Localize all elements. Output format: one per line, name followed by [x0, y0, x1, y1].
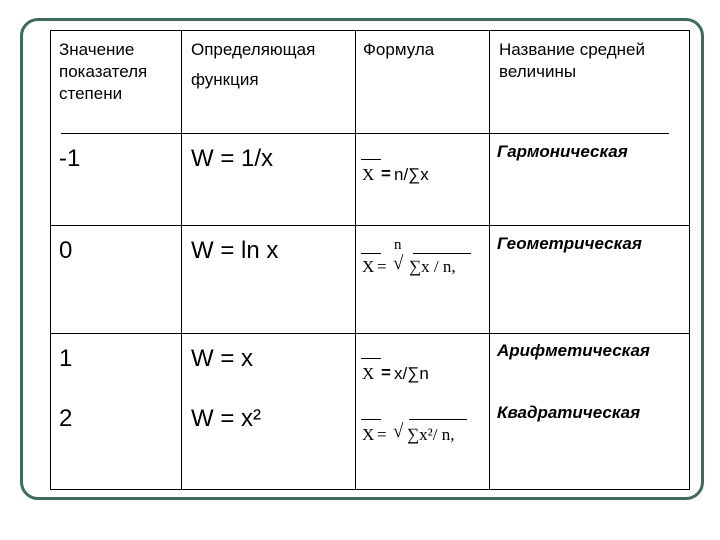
function-value: W = x² — [191, 405, 261, 432]
header-divider — [61, 133, 669, 134]
header-formula: Формула — [363, 40, 435, 59]
mean-bar — [361, 159, 381, 160]
mean-name: Геометрическая — [497, 234, 642, 253]
column-divider — [181, 31, 182, 489]
mean-bar — [361, 253, 381, 254]
row-divider — [51, 225, 689, 226]
mean-name: Арифметическая — [497, 341, 650, 360]
power-value: -1 — [59, 145, 81, 172]
mean-name: Гармоническая — [497, 142, 628, 161]
header-function-line2: функция — [191, 70, 259, 89]
column-divider — [489, 31, 490, 489]
header-power: Значение показателя степени — [59, 40, 148, 103]
root-sign: √ — [393, 253, 404, 274]
radical-bar — [409, 419, 467, 420]
column-divider — [355, 31, 356, 489]
header-mean-name: Название средней величины — [499, 40, 645, 81]
power-value: 2 — [59, 405, 73, 432]
function-value: W = 1/x — [191, 145, 274, 172]
mean-types-table: Значение показателя степени Определяющая функция Формула Название средней величины -1 W = 1/x X = n/∑x Гармоническая 0 W = ln x n X = √ ∑x / n, Геометрическая 1 W = x X = x/∑n Арифметическая 2 W = x² X = √ ∑x²/ n, Квадратическая — [50, 30, 690, 490]
mean-bar — [361, 419, 381, 420]
function-value: W = x — [191, 345, 254, 372]
row-divider — [51, 333, 689, 334]
root-sign: √ — [393, 421, 404, 442]
mean-bar — [361, 358, 381, 359]
function-value: W = ln x — [191, 237, 279, 264]
header-function-line1: Определяющая — [191, 40, 316, 59]
power-value: 1 — [59, 345, 73, 372]
power-value: 0 — [59, 237, 73, 264]
mean-name: Квадратическая — [497, 403, 641, 422]
radical-bar — [413, 253, 471, 254]
